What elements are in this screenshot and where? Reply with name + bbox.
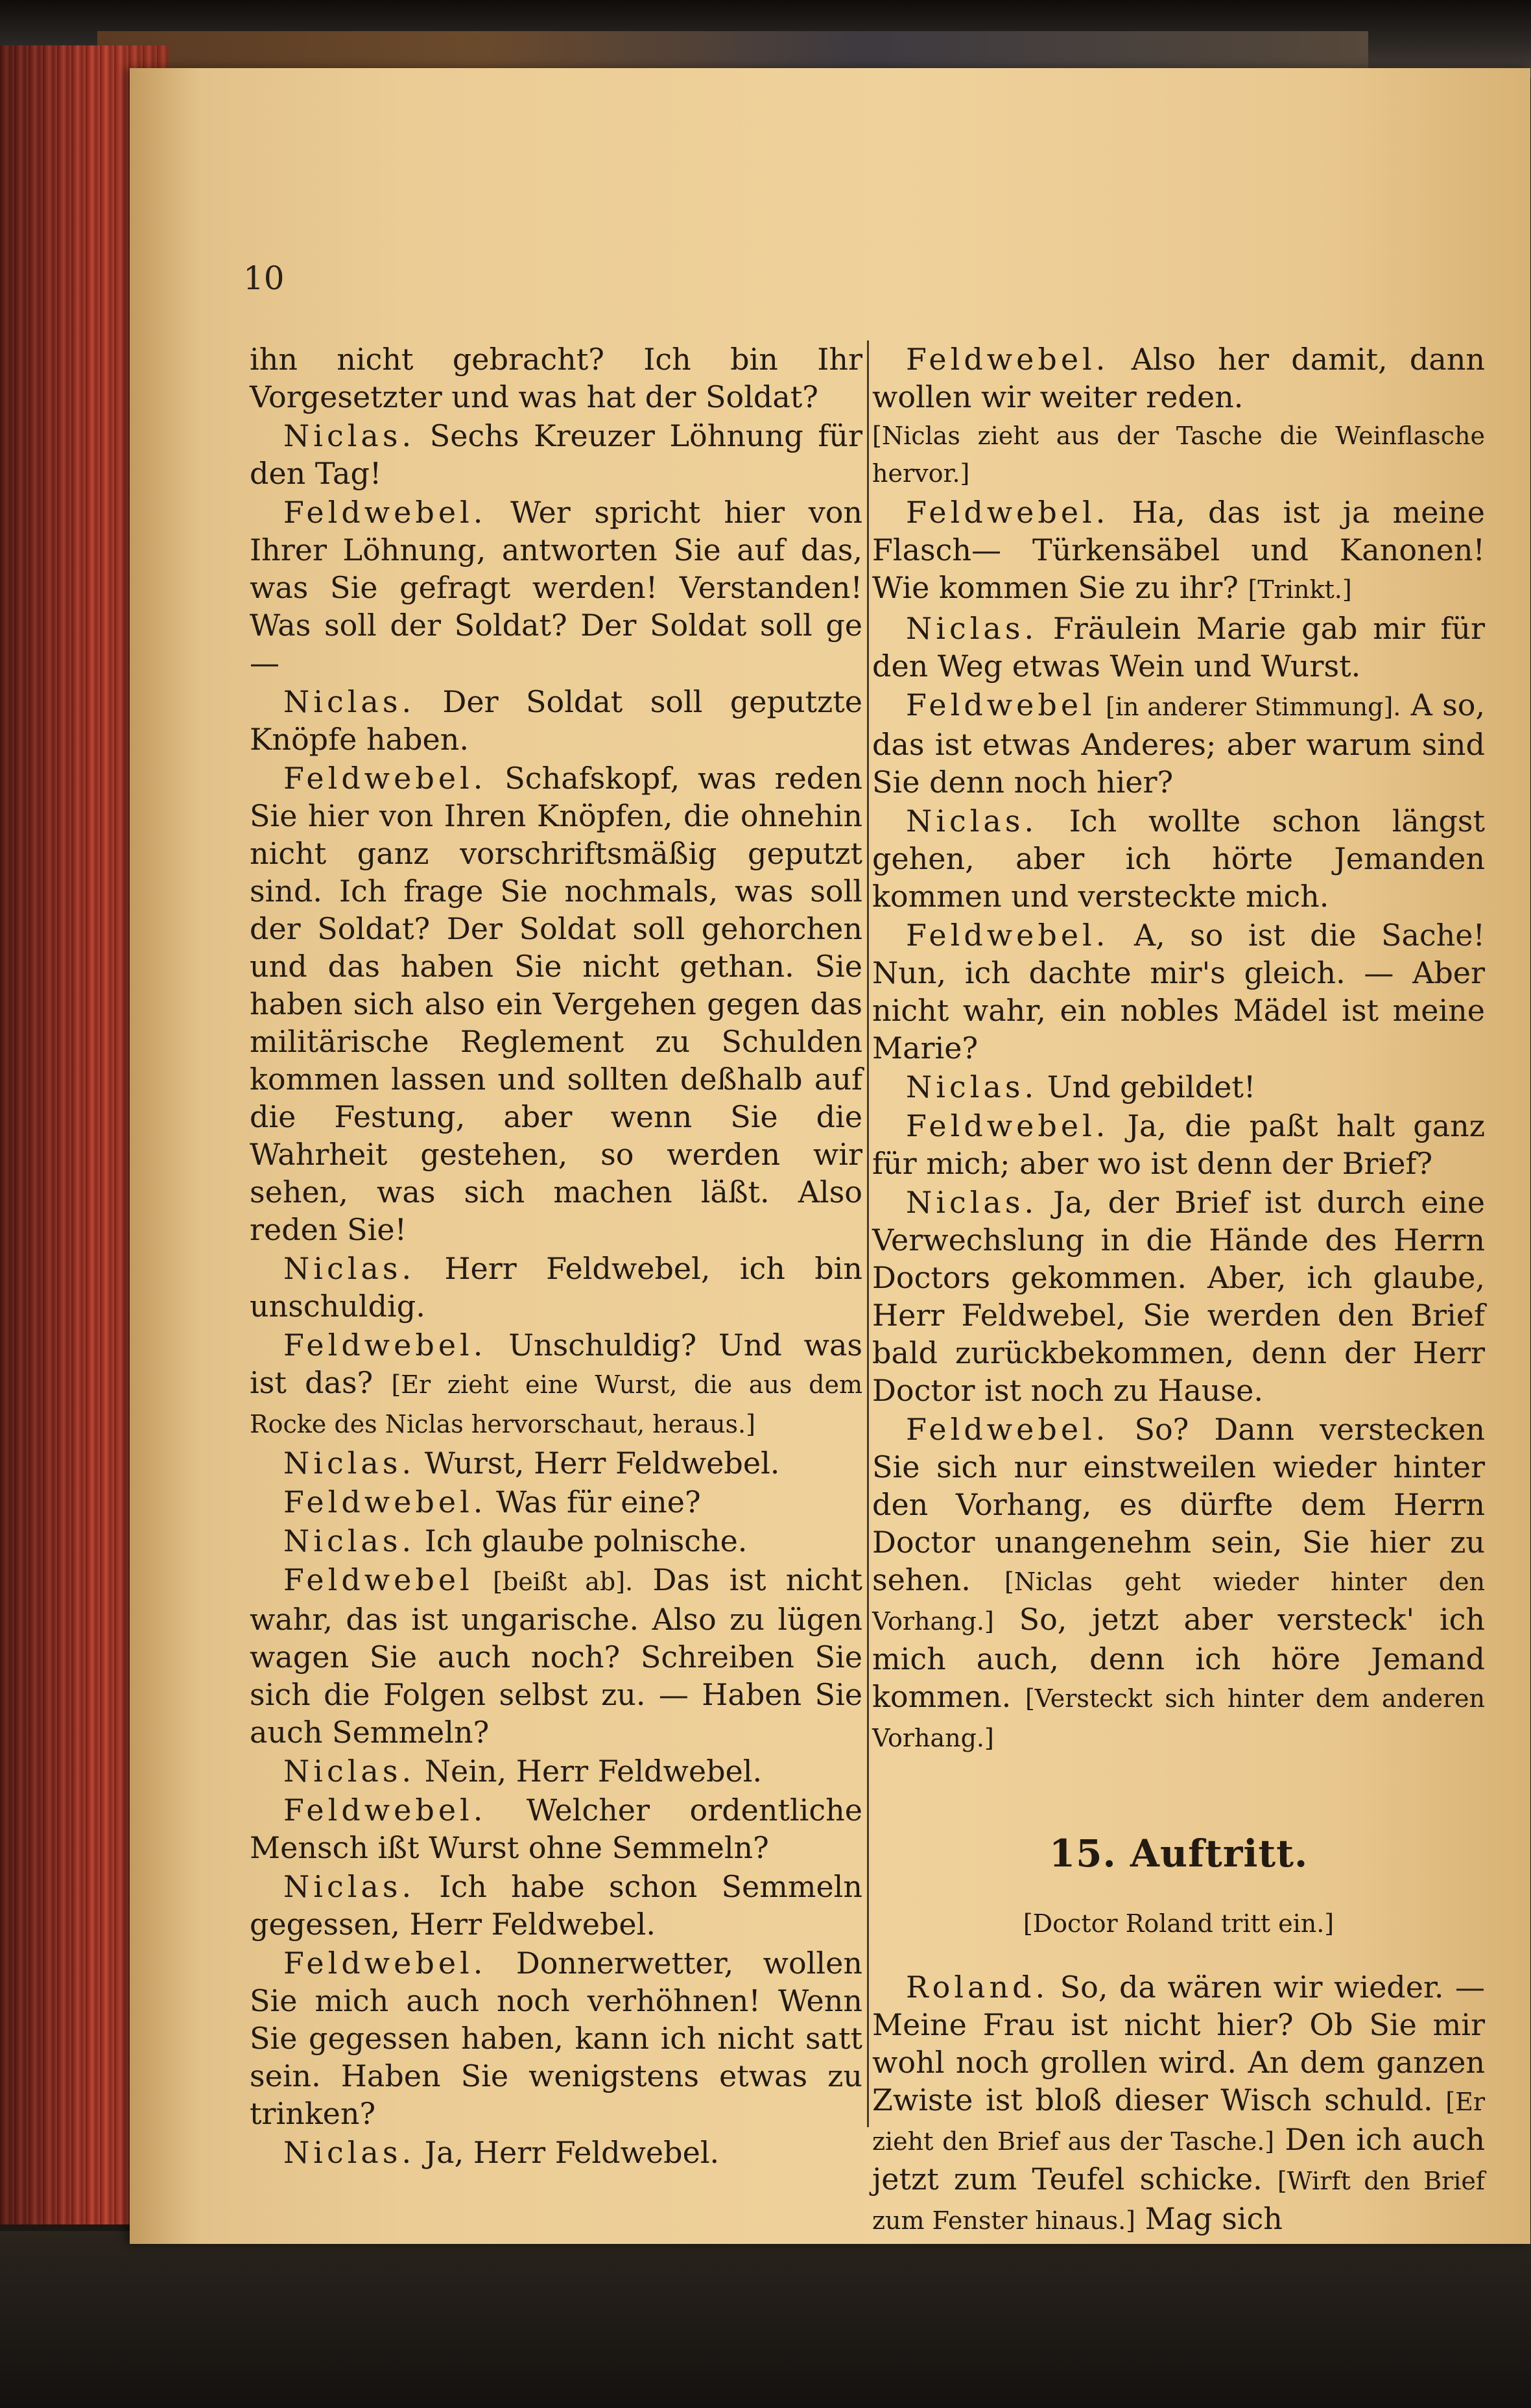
speaker: Feldwebel. (283, 495, 487, 530)
dialogue-line (872, 1068, 1485, 1106)
dialogue-line (250, 340, 862, 416)
line-text: Unschuldig? Und was ist das? (250, 1328, 863, 1400)
stage-direction: [in anderer Stimmung]. (1106, 693, 1401, 721)
scene-stage-direction: [Doctor Roland tritt ein.] (1023, 1909, 1335, 1938)
line-text: So, da wären wir wieder. — Meine Frau ist nicht hier? Ob Sie mir wohl noch grollen wird. An dem ganzen Zwiste ist bloß dieser Wisch schuld. (872, 1970, 1485, 2117)
dialogue-line (872, 1968, 1485, 2239)
right-column (872, 340, 1485, 2241)
speaker: Niclas. (283, 1446, 416, 1481)
dialogue-line (250, 1791, 862, 1866)
column-divider (867, 340, 869, 2127)
speaker: Niclas. (283, 418, 416, 453)
line-text: So? Dann verstecken Sie sich nur einstweilen wieder hinter den Vorhang, es dürfte dem Herrn Doctor unangenehm sein, Sie hier zu sehen. (872, 1412, 1485, 1597)
line-text: Ha, das ist ja meine Flasch— Türkensäbel und Kanonen! Wie kommen Sie zu ihr? (872, 495, 1485, 605)
dialogue-line (872, 340, 1485, 416)
speaker: Feldwebel. (906, 1412, 1110, 1447)
line-text: Ich wollte schon längst gehen, aber ich hörte Jemanden kommen und versteckte mich. (872, 804, 1485, 914)
line-text: Herr Feldwebel, ich bin unschuldig. (250, 1251, 863, 1324)
speaker: Niclas. (906, 1185, 1038, 1220)
speaker: Feldwebel. (906, 342, 1110, 377)
line-text: Sechs Kreuzer Löhnung für den Tag! (250, 418, 862, 491)
left-column (250, 340, 862, 2173)
line-text: Wurst, Herr Feldwebel. (424, 1446, 780, 1481)
line-text: Das ist nicht wahr, das ist ungarische. Also zu lügen wagen Sie auch noch? Schreiben Sie sich die Folgen selbst zu. — Haben Sie auch Semmeln? (250, 1562, 863, 1750)
scene-heading: 15. Auftritt. (1049, 1831, 1309, 1876)
dialogue-line (872, 610, 1485, 685)
line-text: Also her damit, dann wollen wir weiter reden. (872, 342, 1485, 414)
line-text: Der Soldat soll geputzte Knöpfe haben. (250, 684, 862, 757)
dialogue-line (250, 1561, 862, 1751)
line-text: Ja, die paßt halt ganz für mich; aber wo ist denn der Brief? (872, 1108, 1486, 1181)
dialogue-line (250, 1522, 862, 1560)
speaker: Niclas. (283, 1869, 416, 1904)
line-text: Schafskopf, was reden Sie hier von Ihren Knöpfen, die ohnehin nicht ganz vorschriftsmäßig geputzt sind. Ich frage Sie nochmals, was soll der Soldat? Der Soldat soll gehorchen und das haben Sie nicht gethan. Sie haben sich also ein Vergehen gegen das militärische Reglement zu Schulden kommen lassen und sollten deßhalb auf die Festung, aber wenn Sie die Wahrheit gestehen, so werden wir sehen, was sich machen läßt. Also reden Sie! (250, 761, 862, 1247)
dialogue-line (250, 683, 862, 758)
speaker: Niclas. (906, 804, 1038, 839)
speaker: Niclas. (283, 1251, 416, 1286)
dialogue-line (250, 1752, 862, 1790)
line-text: Ich glaube polnische. (424, 1523, 748, 1558)
dialogue-line (250, 494, 862, 682)
speaker: Feldwebel. (906, 918, 1110, 953)
line-text: Mag sich (1145, 2201, 1283, 2236)
dialogue-line (250, 1326, 862, 1443)
dialogue-line (872, 686, 1485, 801)
dialogue-line (250, 1444, 862, 1482)
dialogue-line (250, 417, 862, 492)
stage-direction: [Versteckt sich hinter dem anderen Vorhang.] (872, 1684, 1485, 1752)
speaker: Niclas. (283, 2135, 416, 2170)
dialogue-line (250, 2134, 862, 2171)
speaker: Niclas. (283, 684, 416, 719)
dialogue-line (250, 759, 862, 1248)
page-number: 10 (243, 259, 285, 297)
speaker: Feldwebel. (906, 495, 1110, 530)
line-text: Welcher ordentliche Mensch ißt Wurst ohne Semmeln? (250, 1793, 863, 1865)
stage-direction: [Niclas zieht aus der Tasche die Weinflasche hervor.] (872, 422, 1485, 488)
line-text: Ich habe schon Semmeln gegessen, Herr Feldwebel. (250, 1869, 863, 1942)
line-text: So, jetzt aber versteck' ich mich auch, denn ich höre Jemand kommen. (872, 1602, 1485, 1714)
line-text: Und gebildet! (1047, 1069, 1256, 1104)
dialogue-line (872, 1411, 1485, 1757)
speaker: Niclas. (283, 1754, 416, 1789)
speaker: Feldwebel (283, 1562, 473, 1597)
book-spine-band (97, 31, 1368, 73)
speaker: Feldwebel. (283, 1793, 487, 1828)
line-text: A, so ist die Sache! Nun, ich dachte mir's gleich. — Aber nicht wahr, ein nobles Mädel ist meine Marie? (872, 918, 1485, 1066)
line-text: Wer spricht hier von Ihrer Löhnung, antworten Sie auf das, was Sie gefragt werden! Verstanden! Was soll der Soldat? Der Soldat soll ge— (250, 495, 863, 680)
stage-direction: [Er zieht den Brief aus der Tasche.] (872, 2088, 1485, 2156)
line-text: Was für eine? (496, 1484, 701, 1520)
dialogue-line (872, 494, 1485, 608)
speaker: Roland. (906, 1970, 1049, 2005)
stage-direction: [Er zieht eine Wurst, die aus dem Rocke des Niclas hervorschaut, heraus.] (250, 1370, 862, 1438)
stage-direction: [Trinkt.] (1248, 575, 1352, 604)
line-text: Ja, Herr Feldwebel. (424, 2135, 720, 2170)
line-text: Fräulein Marie gab mir für den Weg etwas Wein und Wurst. (872, 611, 1485, 684)
dialogue-line (872, 802, 1485, 915)
speaker: Feldwebel (906, 687, 1096, 722)
stage-direction: [beißt ab]. (493, 1568, 634, 1596)
speaker: Niclas. (906, 611, 1038, 646)
speaker: Feldwebel. (283, 1328, 487, 1363)
line-text: ihn nicht gebracht? Ich bin Ihr Vorgesetzter und was hat der Soldat? (250, 342, 862, 414)
line-text: Nein, Herr Feldwebel. (424, 1754, 763, 1789)
speaker: Feldwebel. (283, 1484, 487, 1520)
dialogue-line (872, 1184, 1485, 1409)
speaker: Feldwebel. (906, 1108, 1110, 1143)
speaker: Niclas. (906, 1069, 1038, 1104)
speaker: Feldwebel. (283, 1946, 487, 1981)
dialogue-line (250, 1250, 862, 1325)
line-text: Den ich auch jetzt zum Teufel schicke. (872, 2122, 1486, 2197)
dialogue-line (250, 1944, 862, 2132)
speaker: Feldwebel. (283, 761, 487, 796)
stage-direction: [Wirft den Brief zum Fenster hinaus.] (872, 2167, 1485, 2235)
line-text: Donnerwetter, wollen Sie mich auch noch verhöhnen! Wenn Sie gegessen haben, kann ich nicht satt sein. Haben Sie wenigstens etwas zu trinken? (250, 1946, 862, 2131)
dialogue-line (250, 1868, 862, 1943)
dialogue-line (250, 1483, 862, 1521)
line-text: Ja, der Brief ist durch eine Verwechslung in die Hände des Herrn Doctors gekommen. Aber, ich glaube, Herr Feldwebel, Sie werden den Brief bald zurückbekommen, denn der Herr Doctor ist noch zu Hause. (872, 1185, 1486, 1408)
dialogue-line (872, 916, 1485, 1067)
speaker: Niclas. (283, 1523, 416, 1558)
line-text: A so, das ist etwas Anderes; aber warum sind Sie denn noch hier? (872, 687, 1486, 800)
dialogue-line (872, 1107, 1485, 1182)
stage-direction: [Niclas geht wieder hinter den Vorhang.] (872, 1568, 1486, 1636)
book-bottom-shadow (0, 2231, 1531, 2408)
